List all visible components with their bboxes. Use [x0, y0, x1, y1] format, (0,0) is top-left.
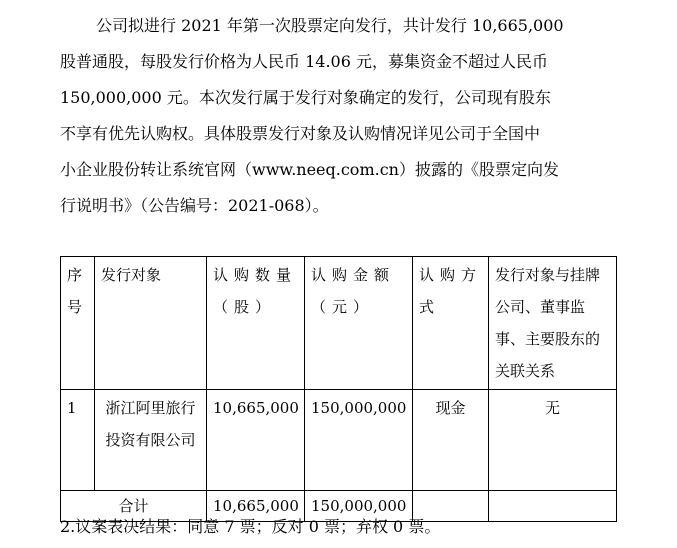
subscription-table [60, 256, 617, 522]
header-relation: 发行对象与挂牌公司、董事监事、主要股东的关联关系 [489, 257, 617, 390]
total-quantity: 10,665,000 [207, 491, 305, 522]
total-amount: 150,000,000 [305, 491, 413, 522]
total-label: 合计 [61, 491, 207, 522]
paragraph-line: 股普通股，每股发行价格为人民币 14.06 元，募集资金不超过人民币 [60, 52, 548, 71]
table-row [61, 390, 617, 491]
header-amount: 认购金额（元） [305, 257, 413, 390]
cell-method: 现金 [413, 390, 489, 491]
header-seq: 序号 [61, 257, 95, 390]
paragraph-line: 行说明书》（公告编号：2021-068）。 [60, 196, 329, 215]
cell-quantity: 10,665,000 [207, 390, 305, 491]
paragraph-line: 不享有优先认购权。具体股票发行对象及认购情况详见公司于全国中 [60, 124, 541, 143]
vote-result: 2.议案表决结果：同意 7 票；反对 0 票；弃权 0 票。 [60, 517, 441, 536]
paragraph-line: 150,000,000 元。本次发行属于发行对象确定的发行，公司现有股东 [60, 88, 551, 107]
cell-seq: 1 [61, 390, 95, 491]
cell-relation: 无 [489, 390, 617, 491]
header-target: 发行对象 [95, 257, 207, 390]
cell-amount: 150,000,000 [305, 390, 413, 491]
header-method: 认购方式 [413, 257, 489, 390]
cell-target: 浙江阿里旅行投资有限公司 [95, 390, 207, 491]
header-quantity: 认购数量（股） [207, 257, 305, 390]
total-relation-empty [489, 491, 617, 522]
table-header-row [61, 257, 617, 390]
paragraph-line: 小企业股份转让系统官网（www.neeq.com.cn）披露的《股票定向发 [60, 160, 559, 179]
paragraph-line: 公司拟进行 2021 年第一次股票定向发行，共计发行 10,665,000 [96, 16, 564, 35]
issuance-paragraph [60, 8, 620, 224]
